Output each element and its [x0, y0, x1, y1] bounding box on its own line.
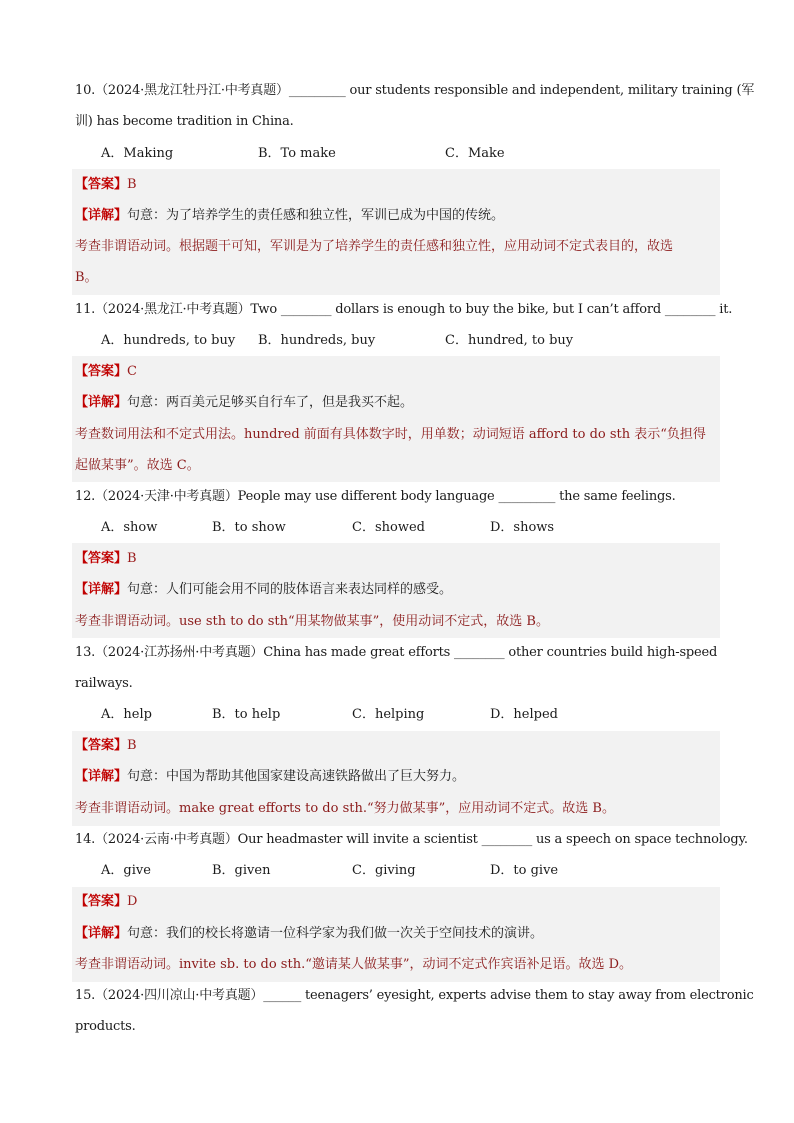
question-13-analysis: 考查非谓语动词。make great efforts to do sth.“努力做某事”，应用动词不定式。故选 B。	[75, 801, 615, 816]
detail-tag: 【详解】	[75, 582, 128, 597]
question-12-analysis: 考查非谓语动词。use sth to do sth“用某物做某事”，使用动词不定式，故选 B。	[75, 614, 549, 629]
question-13-detail	[75, 768, 719, 786]
question-12-option-d: D．shows	[490, 520, 555, 535]
question-13-option-b: B．to help	[212, 707, 281, 722]
question-10-text: 10.（2024·黑龙江牡丹江·中考真题）_________ our students responsible and independent, military training (军	[75, 83, 755, 98]
answer-tag: 【答案】	[75, 738, 128, 753]
question-10-option-c: C．Make	[445, 146, 505, 161]
question-11-analysis: 考查数词用法和不定式用法。hundred 前面有具体数字时，用单数；动词短语 afford to do sth 表示“负担得	[75, 427, 706, 442]
question-11-option-a: A．hundreds, to buy	[101, 333, 236, 348]
question-13-option-a: A．help	[101, 707, 152, 722]
answer-tag: 【答案】	[75, 551, 128, 566]
question-11-text: 11.（2024·黑龙江·中考真题）Two ________ dollars is enough to buy the bike, but I can’t afford ________ it.	[75, 302, 733, 317]
question-11-detail	[75, 394, 719, 412]
question-11-answer	[75, 363, 137, 381]
answer-tag: 【答案】	[75, 894, 128, 909]
detail-tag: 【详解】	[75, 926, 128, 941]
question-10-option-a: A．Making	[101, 146, 174, 161]
question-12-detail	[75, 581, 719, 599]
question-12-answer	[75, 550, 137, 568]
question-12-option-c: C．showed	[352, 520, 425, 535]
detail-text: 句意：两百美元足够买自行车了，但是我买不起。	[127, 395, 414, 410]
answer-tag: 【答案】	[75, 177, 128, 192]
question-13-answer	[75, 737, 137, 755]
question-10-answer	[75, 176, 137, 194]
detail-text: 句意：我们的校长将邀请一位科学家为我们做一次关于空间技术的演讲。	[127, 926, 544, 941]
question-10-option-b: B．To make	[258, 146, 336, 161]
question-10-text-cont: 训) has become tradition in China.	[75, 114, 294, 129]
question-11-analysis-cont: 起做某事”。故选 C。	[75, 458, 200, 473]
question-13-option-d: D．helped	[490, 707, 558, 722]
question-14-option-b: B．given	[212, 863, 271, 878]
question-13-text: 13.（2024·江苏扬州·中考真题）China has made great efforts ________ other countries build high-speed	[75, 645, 718, 660]
question-14-option-a: A．give	[101, 863, 151, 878]
question-13-text-cont: railways.	[75, 676, 133, 691]
detail-tag: 【详解】	[75, 395, 128, 410]
question-14-option-d: D．to give	[490, 863, 559, 878]
answer-value: C	[127, 364, 137, 379]
answer-band	[72, 887, 720, 919]
question-12-option-b: B．to show	[212, 520, 286, 535]
detail-text: 句意：人们可能会用不同的肢体语言来表达同样的感受。	[127, 582, 453, 597]
question-14-detail	[75, 925, 719, 943]
question-14-option-c: C．giving	[352, 863, 416, 878]
answer-value: B	[127, 738, 137, 753]
detail-text: 句意：为了培养学生的责任感和独立性，军训已成为中国的传统。	[127, 208, 505, 223]
detail-tag: 【详解】	[75, 769, 128, 784]
question-12-text: 12.（2024·天津·中考真题）People may use different body language _________ the same feelings.	[75, 489, 676, 504]
question-14-text: 14.（2024·云南·中考真题）Our headmaster will invite a scientist ________ us a speech on space technology.	[75, 832, 748, 847]
answer-value: B	[127, 177, 137, 192]
answer-band	[72, 731, 720, 763]
answer-tag: 【答案】	[75, 364, 128, 379]
detail-tag: 【详解】	[75, 208, 128, 223]
answer-band	[72, 169, 720, 201]
detail-text: 句意：中国为帮助其他国家建设高速铁路做出了巨大努力。	[127, 769, 466, 784]
answer-value: D	[127, 894, 138, 909]
question-14-analysis: 考查非谓语动词。invite sb. to do sth.“邀请某人做某事”，动词不定式作宾语补足语。故选 D。	[75, 957, 633, 972]
question-15-text-cont: products.	[75, 1019, 136, 1034]
question-11-option-c: C．hundred, to buy	[445, 333, 574, 348]
question-10-analysis-cont: B。	[75, 270, 98, 285]
question-14-answer	[75, 893, 137, 911]
question-13-option-c: C．helping	[352, 707, 425, 722]
answer-value: B	[127, 551, 137, 566]
question-10-analysis: 考查非谓语动词。根据题干可知，军训是为了培养学生的责任感和独立性，应用动词不定式表目的，故选	[75, 239, 674, 254]
answer-band	[72, 356, 720, 388]
question-15-text: 15.（2024·四川凉山·中考真题）______ teenagers’ eyesight, experts advise them to stay away from electronic	[75, 988, 754, 1003]
answer-band	[72, 543, 720, 575]
question-10-detail	[75, 207, 719, 225]
question-12-option-a: A．show	[101, 520, 158, 535]
question-11-option-b: B．hundreds, buy	[258, 333, 376, 348]
